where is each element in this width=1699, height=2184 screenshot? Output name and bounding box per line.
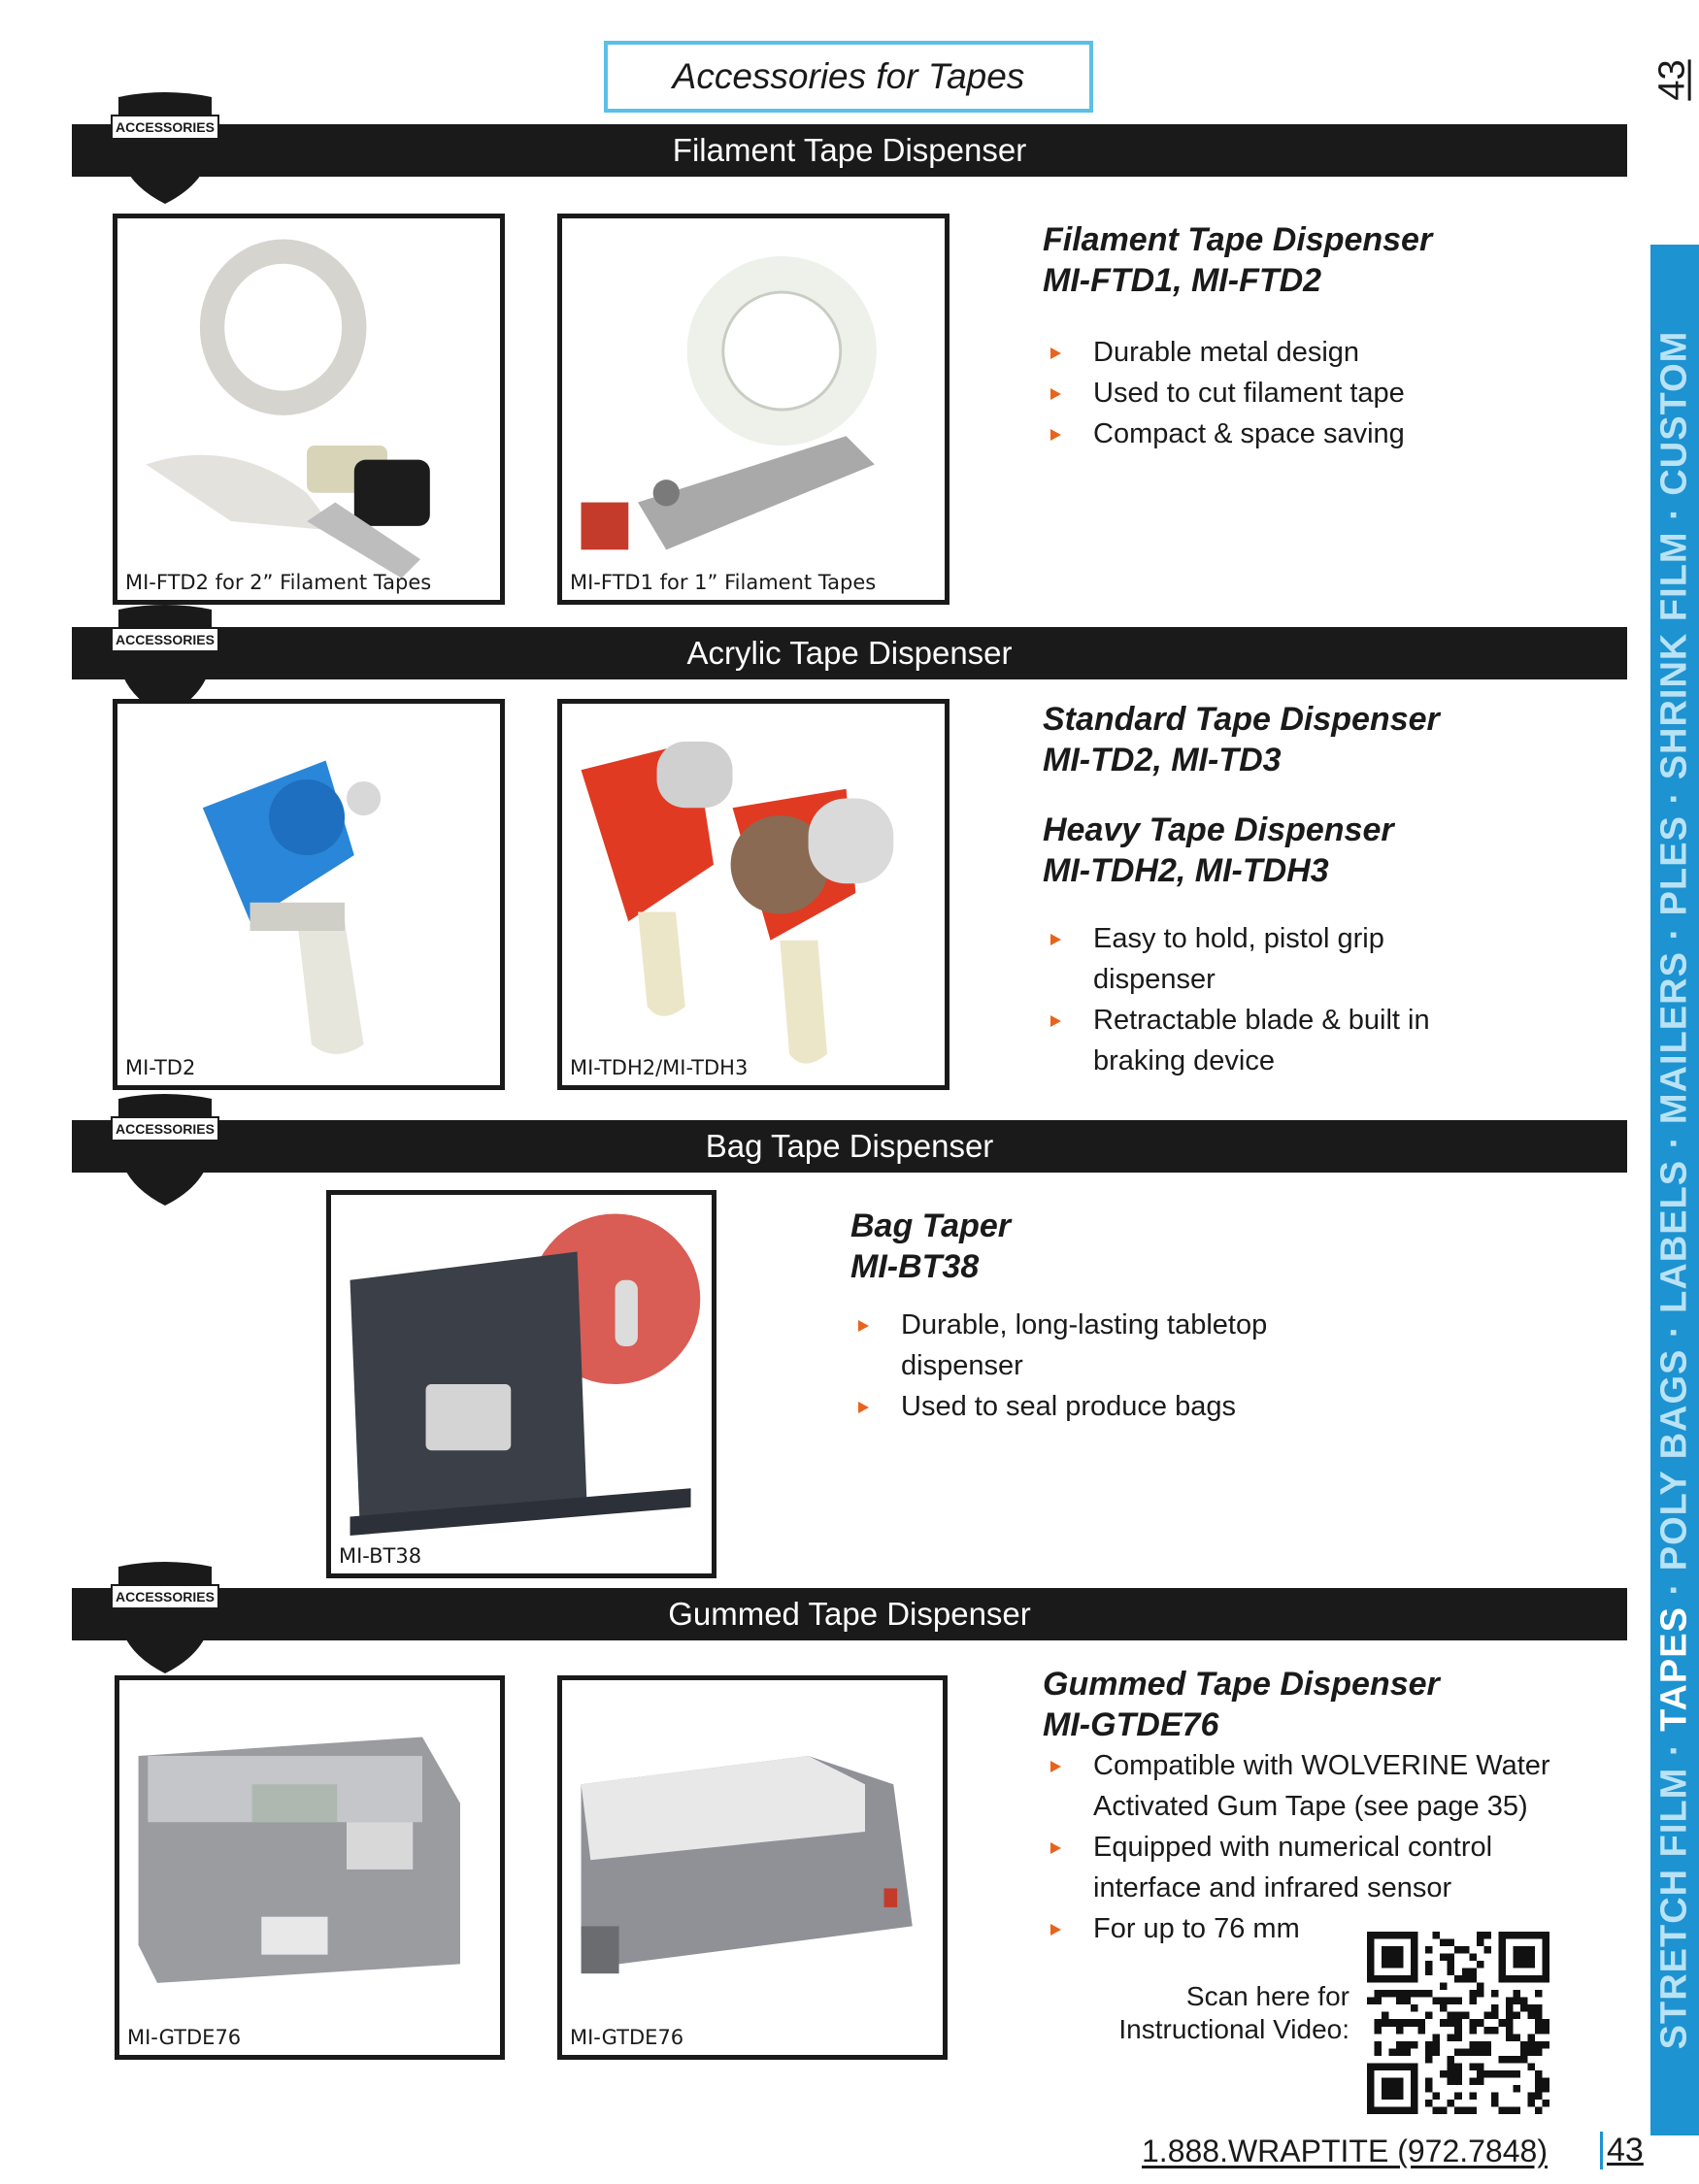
section-banner-acrylic: Acrylic Tape Dispenser [72, 627, 1627, 679]
page-number-top-text: 43 [1651, 58, 1693, 101]
product-photo-ftd2 [113, 214, 505, 605]
feature-item: Retractable blade & built in braking device [1043, 1000, 1470, 1081]
feature-list [1043, 332, 1625, 454]
photo-caption: MI-GTDE76 [570, 2026, 684, 2049]
product-code: MI-GTDE76 [1043, 1706, 1219, 1743]
feature-list [850, 1305, 1336, 1427]
bag-taper-image [331, 1195, 712, 1573]
feature-list [1043, 1745, 1596, 1949]
filament-dispenser-small-image [562, 218, 945, 600]
feature-item: Durable metal design [1043, 332, 1625, 373]
badge-label: ACCESSORIES [111, 1584, 219, 1609]
shield-icon [111, 91, 219, 206]
shield-icon [111, 1093, 219, 1208]
product-name: Heavy Tape Dispenser [1043, 811, 1394, 848]
product-photo-gtde76-side [557, 1675, 948, 2060]
qr-code-icon[interactable] [1367, 1932, 1549, 2114]
phone-number-link[interactable]: 1.888.WRAPTITE (972.7848) [1142, 2134, 1548, 2168]
page-number-bottom: 43 [1600, 2132, 1644, 2169]
product-info-gummed [1043, 1664, 1645, 1949]
product-info-acrylic [1043, 699, 1625, 1081]
feature-item: Compact & space saving [1043, 414, 1625, 454]
photo-caption: MI-TD2 [125, 1056, 196, 1079]
accessories-badge [111, 91, 219, 206]
feature-item: Easy to hold, pistol grip dispenser [1043, 918, 1470, 1000]
badge-label: ACCESSORIES [111, 1116, 219, 1142]
accessories-badge [111, 1561, 219, 1675]
badge-label: ACCESSORIES [111, 115, 219, 140]
product-code: MI-BT38 [850, 1248, 980, 1285]
product-code: MI-TD2, MI-TD3 [1043, 742, 1282, 778]
feature-item: Compatible with WOLVERINE Water Activated Gum Tape (see page 35) [1043, 1745, 1596, 1827]
feature-list [1043, 918, 1470, 1081]
product-photo-gtde76-front [115, 1675, 505, 2060]
product-photo-ftd1 [557, 214, 949, 605]
product-photo-bt38 [326, 1190, 716, 1578]
product-info-bag [850, 1206, 1394, 1427]
side-nav-after[interactable]: · POLY BAGS · LABELS · MAILERS · PLES · SHRINK FILM · CUSTOM [1653, 330, 1695, 1607]
product-info-filament [1043, 219, 1625, 454]
gummed-tape-dispenser-side-image [562, 1680, 943, 2055]
feature-item: Equipped with numerical control interface and infrared sensor [1043, 1827, 1596, 1908]
feature-item: Used to seal produce bags [850, 1386, 1336, 1427]
product-name: Bag Taper [850, 1208, 1012, 1244]
category-side-nav [1650, 245, 1699, 2135]
product-name: Standard Tape Dispenser [1043, 701, 1440, 738]
feature-item: For up to 76 mm [1043, 1908, 1596, 1949]
photo-caption: MI-TDH2/MI-TDH3 [570, 1056, 749, 1079]
section-banner-filament: Filament Tape Dispenser [72, 124, 1627, 177]
heavy-tape-dispenser-image [562, 704, 945, 1085]
product-code: MI-FTD1, MI-FTD2 [1043, 262, 1322, 299]
feature-item: Durable, long-lasting tabletop dispenser [850, 1305, 1336, 1386]
gummed-tape-dispenser-front-image [119, 1680, 500, 2055]
product-name: Filament Tape Dispenser [1043, 221, 1433, 258]
filament-dispenser-large-image [117, 218, 500, 600]
photo-caption: MI-FTD1 for 1” Filament Tapes [570, 571, 877, 594]
accessories-badge [111, 1093, 219, 1208]
photo-caption: MI-GTDE76 [127, 2026, 242, 2049]
page-number-top [1649, 50, 1697, 109]
section-banner-gummed: Gummed Tape Dispenser [72, 1588, 1627, 1640]
feature-item: Used to cut filament tape [1043, 373, 1625, 414]
standard-tape-dispenser-image [117, 704, 500, 1085]
instructional-video-qr-code[interactable] [1367, 1932, 1549, 2114]
page-title: Accessories for Tapes [604, 41, 1093, 113]
product-code: MI-TDH2, MI-TDH3 [1043, 852, 1329, 889]
product-photo-td2 [113, 699, 505, 1090]
photo-caption: MI-BT38 [339, 1544, 422, 1568]
product-photo-tdh [557, 699, 949, 1090]
side-nav-before[interactable]: STRETCH FILM · [1653, 1731, 1695, 2050]
side-nav-text [1654, 245, 1696, 2135]
qr-caption: Scan here for Instructional Video: [1118, 1981, 1349, 2044]
side-nav-current[interactable]: TAPES [1653, 1606, 1695, 1732]
badge-label: ACCESSORIES [111, 627, 219, 652]
photo-caption: MI-FTD2 for 2” Filament Tapes [125, 571, 432, 594]
product-name: Gummed Tape Dispenser [1043, 1666, 1440, 1703]
section-banner-bag: Bag Tape Dispenser [72, 1120, 1627, 1173]
shield-icon [111, 1561, 219, 1675]
